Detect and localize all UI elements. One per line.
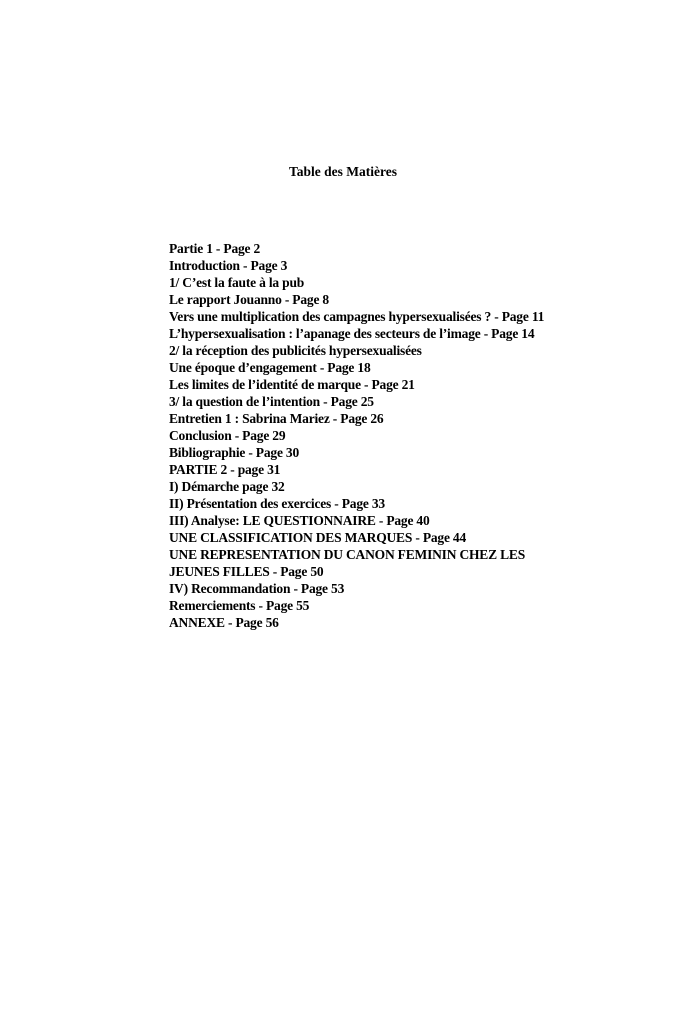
toc-entry: III) Analyse: LE QUESTIONNAIRE - Page 40: [169, 513, 430, 528]
toc-entry: L’hypersexualisation : l’apanage des secteurs de l’image - Page 14: [169, 326, 535, 341]
toc-entry: Bibliographie - Page 30: [169, 445, 300, 460]
toc-entry: ANNEXE - Page 56: [169, 615, 279, 630]
toc-entry: I) Démarche page 32: [169, 479, 285, 494]
toc-entry: Introduction - Page 3: [169, 258, 288, 273]
toc-entry: Partie 1 - Page 2: [169, 241, 261, 256]
page-title: Table des Matières: [289, 164, 397, 179]
toc-entry: PARTIE 2 - page 31: [169, 462, 281, 477]
toc-entry: II) Présentation des exercices - Page 33: [169, 496, 385, 511]
toc-entry: 3/ la question de l’intention - Page 25: [169, 394, 374, 409]
toc-entry: UNE REPRESENTATION DU CANON FEMININ CHEZ LES: [169, 547, 525, 562]
toc-entry: Vers une multiplication des campagnes hypersexualisées ? - Page 11: [169, 309, 545, 324]
table-of-contents: [169, 240, 609, 631]
toc-entry: Conclusion - Page 29: [169, 428, 286, 443]
toc-entry: 1/ C’est la faute à la pub: [169, 275, 305, 290]
toc-entry: Les limites de l’identité de marque - Page 21: [169, 377, 415, 392]
toc-entry: Remerciements - Page 55: [169, 598, 310, 613]
toc-entry: Une époque d’engagement - Page 18: [169, 360, 371, 375]
toc-entry: Entretien 1 : Sabrina Mariez - Page 26: [169, 411, 384, 426]
toc-entry: 2/ la réception des publicités hypersexualisées: [169, 343, 422, 358]
toc-entry: JEUNES FILLES - Page 50: [169, 564, 324, 579]
toc-entry: Le rapport Jouanno - Page 8: [169, 292, 329, 307]
toc-entry: IV) Recommandation - Page 53: [169, 581, 345, 596]
toc-entry: UNE CLASSIFICATION DES MARQUES - Page 44: [169, 530, 467, 545]
